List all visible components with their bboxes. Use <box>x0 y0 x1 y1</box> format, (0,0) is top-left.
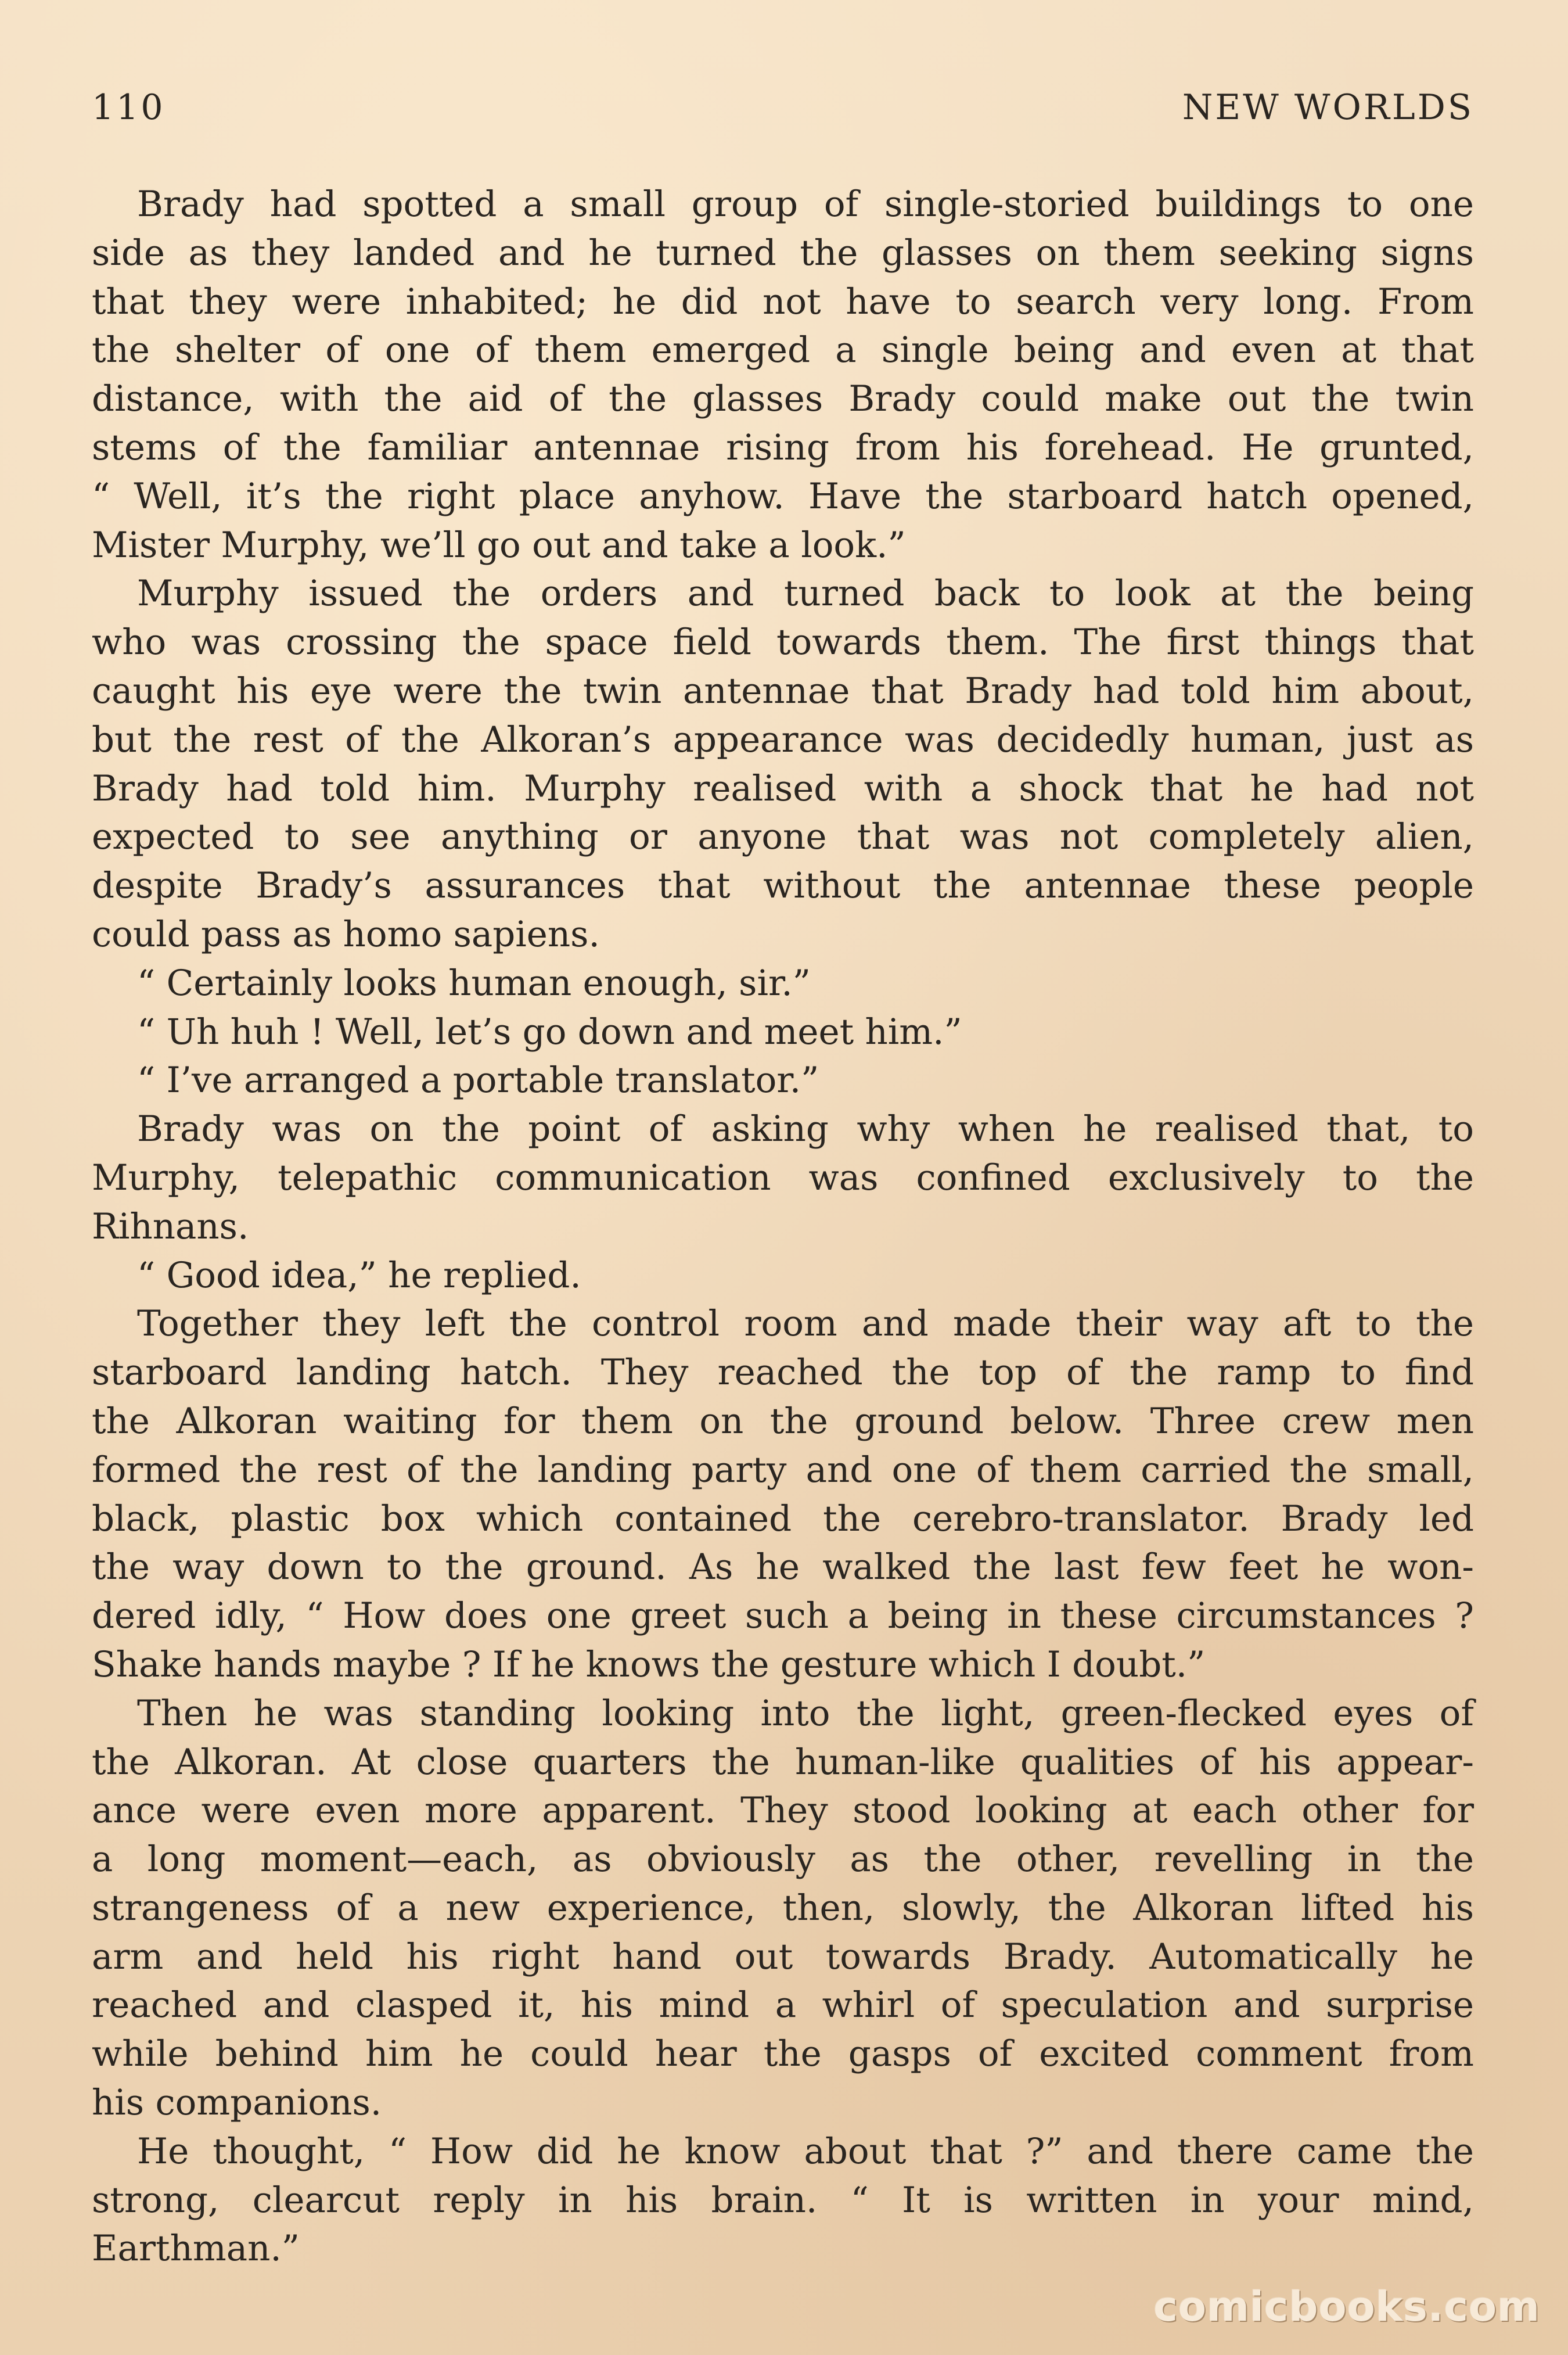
text-line: black, plastic box which contained the cerebro-translator. Brady led <box>92 1498 1474 1539</box>
text-line: Murphy, telepathic communication was confined exclusively to the <box>92 1157 1474 1198</box>
text-line: side as they landed and he turned the glasses on them seeking signs <box>92 232 1474 274</box>
text-line: dered idly, “ How does one greet such a being in these circumstances ? <box>92 1595 1474 1637</box>
text-line: “ Uh huh ! Well, let’s go down and meet him.” <box>137 1011 962 1053</box>
text-line: the Alkoran. At close quarters the human-like qualities of his appear- <box>92 1741 1474 1783</box>
text-line: ance were even more apparent. They stood looking at each other for <box>92 1790 1474 1832</box>
text-line: formed the rest of the landing party and one of them carried the small, <box>92 1449 1474 1491</box>
text-line: could pass as homo sapiens. <box>92 913 600 955</box>
text-line: Earthman.” <box>92 2228 300 2270</box>
text-line: Brady was on the point of asking why when he realised that, to <box>137 1108 1474 1150</box>
text-line: Then he was standing looking into the light, green-flecked eyes of <box>137 1692 1474 1734</box>
text-line: Together they left the control room and made their way aft to the <box>137 1303 1474 1345</box>
text-line: reached and clasped it, his mind a whirl of speculation and surprise <box>92 1984 1474 2026</box>
text-line: but the rest of the Alkoran’s appearance was decidedly human, just as <box>92 719 1474 760</box>
text-line: Brady had spotted a small group of single-storied buildings to one <box>137 184 1474 225</box>
text-line: “ Well, it’s the right place anyhow. Have the starboard hatch opened, <box>92 475 1474 517</box>
text-line: his companions. <box>92 2082 382 2124</box>
text-line: the Alkoran waiting for them on the ground below. Three crew men <box>92 1400 1474 1442</box>
text-line: Mister Murphy, we’ll go out and take a look.” <box>92 524 906 566</box>
text-line: distance, with the aid of the glasses Brady could make out the twin <box>92 378 1474 420</box>
text-line: expected to see anything or anyone that was not completely alien, <box>92 816 1474 858</box>
text-line: “ I’ve arranged a portable translator.” <box>137 1060 819 1101</box>
text-line: that they were inhabited; he did not have to search very long. From <box>92 281 1474 322</box>
text-line: the shelter of one of them emerged a single being and even at that <box>92 329 1474 371</box>
text-line: Shake hands maybe ? If he knows the gesture which I doubt.” <box>92 1643 1206 1685</box>
text-line: “ Certainly looks human enough, sir.” <box>137 962 811 1004</box>
running-title: NEW WORLDS <box>1182 87 1474 128</box>
text-line: starboard landing hatch. They reached the top of the ramp to find <box>92 1352 1474 1394</box>
body-text <box>92 180 1474 2273</box>
text-line: a long moment—each, as obviously as the other, revelling in the <box>92 1839 1474 1880</box>
text-line: Brady had told him. Murphy realised with a shock that he had not <box>92 767 1474 809</box>
text-line: caught his eye were the twin antennae that Brady had told him about, <box>92 670 1474 712</box>
text-line: the way down to the ground. As he walked the last few feet he won- <box>92 1546 1474 1588</box>
text-line: who was crossing the space field towards them. The first things that <box>92 622 1474 663</box>
text-line: Murphy issued the orders and turned back to look at the being <box>137 573 1474 615</box>
text-line: strangeness of a new experience, then, slowly, the Alkoran lifted his <box>92 1887 1474 1929</box>
watermark: comicbooks.com <box>1153 2283 1540 2331</box>
running-head <box>92 87 1474 139</box>
text-line: Rihnans. <box>92 1205 249 1247</box>
text-line: He thought, “ How did he know about that ?” and there came the <box>137 2130 1474 2172</box>
text-line: despite Brady’s assurances that without the antennae these people <box>92 865 1474 907</box>
text-line: strong, clearcut reply in his brain. “ It is written in your mind, <box>92 2179 1474 2221</box>
text-line: “ Good idea,” he replied. <box>137 1254 581 1296</box>
text-line: stems of the familiar antennae rising from his forehead. He grunted, <box>92 426 1474 468</box>
page-number: 110 <box>92 87 166 128</box>
text-line: arm and held his right hand out towards Brady. Automatically he <box>92 1936 1474 1977</box>
text-line: while behind him he could hear the gasps of excited comment from <box>92 2033 1474 2075</box>
